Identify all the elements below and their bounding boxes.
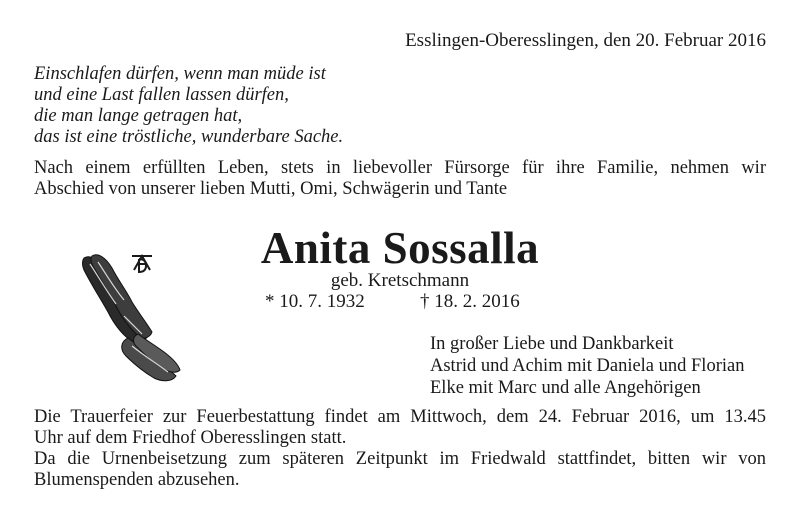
intro-text [34, 158, 766, 200]
place-date: Esslingen-Oberesslingen, den 20. Februar 2016 [405, 30, 766, 51]
service-line: Die Trauerfeier zur Feuerbestattung findet am Mittwoch, dem 24. Februar 2016, um 13.45 [34, 407, 766, 427]
poem-line: Einschlafen dürfen, wenn man müde ist [34, 64, 326, 84]
mourners-line: Astrid und Achim mit Daniela und Florian [430, 356, 745, 376]
service-line: Blumenspenden abzusehen. [34, 470, 240, 490]
birth-date: * 10. 7. 1932 [265, 291, 365, 312]
service-line: Da die Urnenbeisetzung zum späteren Zeitpunkt im Friedwald stattfindet, bitten wir von [34, 449, 766, 469]
intro-line: Abschied von unserer lieben Mutti, Omi, Schwägerin und Tante [34, 179, 508, 199]
poem-line: das ist eine tröstliche, wunderbare Sache. [34, 127, 344, 147]
praying-hands-icon [72, 250, 182, 385]
mourners [430, 333, 744, 399]
maiden-name: geb. Kretschmann [330, 270, 470, 291]
mourners-line: In großer Liebe und Dankbarkeit [430, 334, 674, 354]
mourners-line: Elke mit Marc und alle Angehörigen [430, 378, 701, 398]
intro-line: Nach einem erfüllten Leben, stets in liebevoller Fürsorge für ihre Familie, nehmen wir [34, 158, 766, 178]
poem-line: die man lange getragen hat, [34, 106, 243, 126]
deceased-name: Anita Sossalla [260, 223, 540, 273]
monogram-icon [132, 256, 152, 272]
service-line: Uhr auf dem Friedhof Oberesslingen statt. [34, 428, 347, 448]
death-date: † 18. 2. 2016 [420, 291, 520, 312]
poem-line: und eine Last fallen lassen dürfen, [34, 85, 289, 105]
poem [34, 64, 343, 148]
service-info [34, 407, 766, 491]
